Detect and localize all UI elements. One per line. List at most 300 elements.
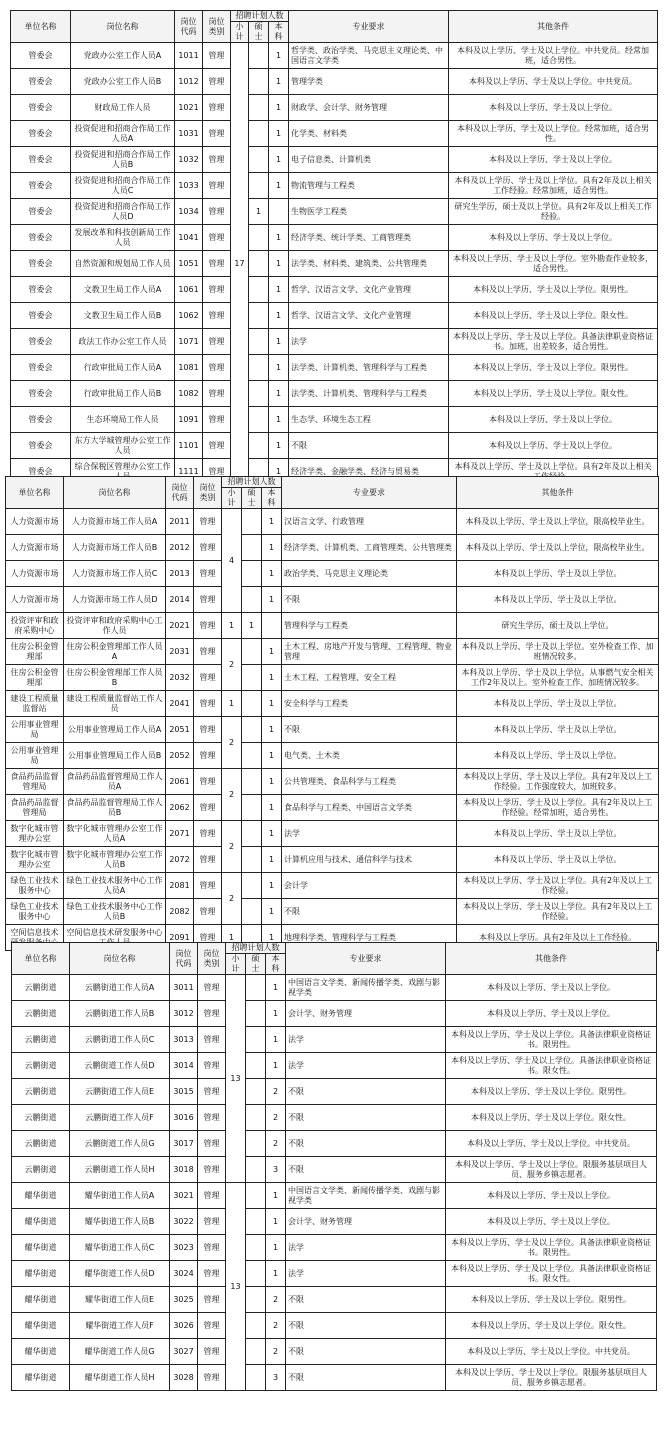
bachelor-cell: [269, 199, 289, 225]
table-body: [12, 975, 657, 1391]
master-cell: [242, 743, 262, 769]
unit-cell: 管委会: [11, 381, 71, 407]
other-cell: 本科及以上学历、学士及以上学位。限女性。: [446, 1313, 657, 1339]
bachelor-cell: 1: [269, 173, 289, 199]
code-cell: 3018: [170, 1157, 198, 1183]
unit-cell: 管委会: [11, 329, 71, 355]
code-cell: 2021: [166, 613, 194, 639]
other-cell: 本科及以上学历、学士及以上学位。限男性。: [446, 1287, 657, 1313]
other-cell: 本科及以上学历、学士及以上学位。中共党员。经常加班，适合男性。: [449, 43, 658, 69]
other-cell: 研究生学历，硕士及以上学位。具有2年及以上相关工作经验。: [449, 199, 658, 225]
unit-cell: 管委会: [11, 303, 71, 329]
code-cell: 3027: [170, 1339, 198, 1365]
master-cell: [246, 1027, 266, 1053]
unit-cell: 耀华街道: [12, 1313, 70, 1339]
major-cell: 法学: [286, 1235, 446, 1261]
header-plan: 招聘计划人数: [226, 943, 286, 954]
bachelor-cell: 1: [262, 769, 282, 795]
table-row: [11, 173, 658, 199]
code-cell: 2013: [166, 561, 194, 587]
unit-cell: 云鹏街道: [12, 1157, 70, 1183]
table-row: [12, 1001, 657, 1027]
other-cell: 本科及以上学历、学士及以上学位。: [449, 95, 658, 121]
major-cell: 法学: [286, 1027, 446, 1053]
major-cell: 安全科学与工程类: [282, 691, 457, 717]
table-row: [6, 743, 659, 769]
unit-cell: 云鹏街道: [12, 1131, 70, 1157]
bachelor-cell: 1: [269, 459, 289, 485]
bachelor-cell: 1: [266, 975, 286, 1001]
type-cell: 管理: [194, 691, 222, 717]
header-subtotal: 小计: [222, 488, 242, 509]
type-cell: 管理: [198, 975, 226, 1001]
subtotal-cell: 1: [222, 691, 242, 717]
table-row: [12, 1027, 657, 1053]
post-cell: 耀华街道工作人员B: [70, 1209, 170, 1235]
major-cell: 化学类、材料类: [289, 121, 449, 147]
unit-cell: 公用事业管理局: [6, 717, 64, 743]
table-row: [6, 613, 659, 639]
code-cell: 1011: [175, 43, 203, 69]
code-cell: 2071: [166, 821, 194, 847]
code-cell: 1081: [175, 355, 203, 381]
subtotal-cell: 2: [222, 639, 242, 691]
type-cell: 管理: [194, 717, 222, 743]
master-cell: [249, 303, 269, 329]
major-cell: 管理科学与工程类: [282, 613, 457, 639]
header-major: 专业要求: [282, 477, 457, 509]
type-cell: 管理: [194, 821, 222, 847]
table-row: [12, 1209, 657, 1235]
code-cell: 3014: [170, 1053, 198, 1079]
table-header: [11, 11, 658, 43]
bachelor-cell: 2: [266, 1339, 286, 1365]
unit-cell: 云鹏街道: [12, 975, 70, 1001]
post-cell: 耀华街道工作人员E: [70, 1287, 170, 1313]
other-cell: 本科及以上学历、学士及以上学位，限高校毕业生。: [457, 535, 659, 561]
major-cell: 不限: [289, 433, 449, 459]
major-cell: 法学: [282, 821, 457, 847]
bachelor-cell: 1: [266, 1001, 286, 1027]
bachelor-cell: 1: [269, 433, 289, 459]
table-row: [12, 1131, 657, 1157]
unit-cell: 人力资源市场: [6, 509, 64, 535]
post-cell: 住房公积金管理部工作人员A: [64, 639, 166, 665]
post-cell: 云鹏街道工作人员C: [70, 1027, 170, 1053]
type-cell: 管理: [198, 1209, 226, 1235]
type-cell: 管理: [194, 665, 222, 691]
code-cell: 2051: [166, 717, 194, 743]
code-cell: 2081: [166, 873, 194, 899]
bachelor-cell: 1: [269, 147, 289, 173]
post-cell: 耀华街道工作人员D: [70, 1261, 170, 1287]
bachelor-cell: 3: [266, 1365, 286, 1391]
code-cell: 3013: [170, 1027, 198, 1053]
other-cell: 本科及以上学历、学士及以上学位。: [457, 691, 659, 717]
major-cell: 经济学类、金融学类、经济与贸易类: [289, 459, 449, 485]
master-cell: [242, 899, 262, 925]
master-cell: [249, 277, 269, 303]
other-cell: 本科及以上学历、学士及以上学位。具有2年及以上相关: [449, 459, 658, 485]
unit-cell: 云鹏街道: [12, 1079, 70, 1105]
major-cell: 法学: [286, 1261, 446, 1287]
master-cell: [246, 1235, 266, 1261]
header-unit: 单位名称: [6, 477, 64, 509]
master-cell: [249, 355, 269, 381]
unit-cell: 数字化城市管理办公室: [6, 847, 64, 873]
bachelor-cell: 2: [266, 1131, 286, 1157]
header-post: 岗位名称: [71, 11, 175, 43]
table-row: [12, 1235, 657, 1261]
post-cell: 绿色工业技术服务中心工作人员A: [64, 873, 166, 899]
major-cell: 不限: [286, 1339, 446, 1365]
bachelor-cell: 1: [262, 873, 282, 899]
unit-cell: 管委会: [11, 95, 71, 121]
subtotal-cell: 2: [222, 821, 242, 873]
major-cell: 不限: [282, 587, 457, 613]
type-cell: 管理: [203, 303, 231, 329]
header-code: 岗位 代码: [166, 477, 194, 509]
code-cell: 2061: [166, 769, 194, 795]
major-cell: 法学: [289, 329, 449, 355]
major-cell: 地理科学类、管理科学与工程类: [282, 925, 457, 951]
post-cell: 投资促进和招商合作局工作人员D: [71, 199, 175, 225]
type-cell: 管理: [194, 873, 222, 899]
code-cell: 2052: [166, 743, 194, 769]
other-cell: 本科及以上学历、学士及以上学位。: [457, 587, 659, 613]
post-cell: 投资促进和招商合作局工作人员C: [71, 173, 175, 199]
major-cell: 土木工程、房地产开发与管理、工程管理、物业管理: [282, 639, 457, 665]
table-row: [12, 1053, 657, 1079]
bachelor-cell: 2: [266, 1079, 286, 1105]
table-row: [12, 1157, 657, 1183]
bachelor-cell: 3: [266, 1157, 286, 1183]
post-cell: 投资促进和招商合作局工作人员A: [71, 121, 175, 147]
master-cell: [242, 561, 262, 587]
unit-cell: 人力资源市场: [6, 561, 64, 587]
other-cell: 本科及以上学历、学士及以上学位。中共党员。: [446, 1339, 657, 1365]
table-row: [6, 665, 659, 691]
unit-cell: 投资评审和政府采购中心: [6, 613, 64, 639]
bachelor-cell: 2: [266, 1287, 286, 1313]
other-cell: 本科及以上学历、学士及以上学位。限男性。: [446, 1079, 657, 1105]
table-row: [12, 1365, 657, 1391]
subtotal-cell: 17: [231, 43, 249, 485]
post-cell: 人力资源市场工作人员A: [64, 509, 166, 535]
code-cell: 3028: [170, 1365, 198, 1391]
major-cell: 生态学、环境生态工程: [289, 407, 449, 433]
table-body: [11, 43, 658, 485]
master-cell: [246, 1261, 266, 1287]
type-cell: 管理: [203, 147, 231, 173]
recruitment-table-subdistricts: [11, 942, 657, 1391]
unit-cell: 管委会: [11, 173, 71, 199]
master-cell: [242, 639, 262, 665]
header-master: 硕士: [246, 954, 266, 975]
bachelor-cell: 1: [262, 847, 282, 873]
post-cell: 综合保税区管理办公室工作: [71, 459, 175, 485]
unit-cell: 耀华街道: [12, 1183, 70, 1209]
table-row: [11, 277, 658, 303]
master-cell: [242, 665, 262, 691]
code-cell: 3015: [170, 1079, 198, 1105]
master-cell: [246, 1183, 266, 1209]
table-row: [6, 717, 659, 743]
subtotal-cell: 13: [226, 1183, 246, 1391]
code-cell: 3016: [170, 1105, 198, 1131]
bachelor-cell: [262, 613, 282, 639]
subtotal-cell: 2: [222, 769, 242, 821]
table-row: [11, 433, 658, 459]
other-cell: 本科及以上学历、学士及以上学位。具备法律职业资格证书。限女性。: [446, 1261, 657, 1287]
type-cell: 管理: [203, 43, 231, 69]
other-cell: 本科及以上学历、学士及以上学位。具有2年及以上工作经验。经常加班，适合男性。: [457, 795, 659, 821]
header-master: 硕士: [242, 488, 262, 509]
header-type: 岗位 类别: [203, 11, 231, 43]
unit-cell: 耀华街道: [12, 1287, 70, 1313]
unit-cell: 管委会: [11, 69, 71, 95]
type-cell: 管理: [194, 899, 222, 925]
type-cell: 管理: [194, 561, 222, 587]
major-cell: 不限: [286, 1287, 446, 1313]
bachelor-cell: 1: [262, 717, 282, 743]
other-cell: 本科及以上学历、学士及以上学位。限女性。: [446, 1105, 657, 1131]
code-cell: 1051: [175, 251, 203, 277]
unit-cell: 耀华街道: [12, 1339, 70, 1365]
table-row: [6, 509, 659, 535]
major-cell: 法学类、计算机类、管理科学与工程类: [289, 355, 449, 381]
bachelor-cell: 1: [262, 925, 282, 951]
bachelor-cell: 1: [262, 743, 282, 769]
type-cell: 管理: [198, 1053, 226, 1079]
post-cell: 云鹏街道工作人员H: [70, 1157, 170, 1183]
type-cell: 管理: [198, 1079, 226, 1105]
major-cell: 哲学、汉语言文学、文化产业管理: [289, 277, 449, 303]
other-cell: 本科及以上学历、学士及以上学位。室外勘查作业较多，适合男性。: [449, 251, 658, 277]
unit-cell: 管委会: [11, 355, 71, 381]
type-cell: 管理: [203, 277, 231, 303]
bachelor-cell: 1: [262, 665, 282, 691]
master-cell: [249, 69, 269, 95]
unit-cell: 云鹏街道: [12, 1053, 70, 1079]
other-cell: 本科及以上学历、学士及以上学位。: [457, 561, 659, 587]
major-cell: 电气类、土木类: [282, 743, 457, 769]
other-cell: 本科及以上学历、学士及以上学位。具有2年及以上工作经验。: [457, 873, 659, 899]
master-cell: [249, 95, 269, 121]
code-cell: 1101: [175, 433, 203, 459]
post-cell: 耀华街道工作人员A: [70, 1183, 170, 1209]
code-cell: 1033: [175, 173, 203, 199]
code-cell: 2041: [166, 691, 194, 717]
type-cell: 管理: [198, 1001, 226, 1027]
table-row: [12, 1261, 657, 1287]
other-cell: 本科及以上学历、学士及以上学位。中共党员。: [446, 1131, 657, 1157]
table-row: [12, 1105, 657, 1131]
post-cell: 人力资源市场工作人员D: [64, 587, 166, 613]
bachelor-cell: 1: [266, 1235, 286, 1261]
major-cell: 经济学类、统计学类、工商管理类: [289, 225, 449, 251]
master-cell: [249, 433, 269, 459]
type-cell: 管理: [203, 95, 231, 121]
bachelor-cell: 1: [269, 251, 289, 277]
header-plan: 招聘计划人数: [222, 477, 282, 488]
table-row: [6, 691, 659, 717]
table-row: [12, 1183, 657, 1209]
type-cell: 管理: [198, 1261, 226, 1287]
major-cell: 经济学类、计算机类、工商管理类、公共管理类: [282, 535, 457, 561]
bachelor-cell: 1: [269, 329, 289, 355]
master-cell: [246, 1105, 266, 1131]
bachelor-cell: 1: [262, 639, 282, 665]
type-cell: 管理: [203, 251, 231, 277]
major-cell: 哲学、汉语言文学、文化产业管理: [289, 303, 449, 329]
table-row: [6, 899, 659, 925]
table-row: [6, 873, 659, 899]
table-row: [11, 199, 658, 225]
type-cell: 管理: [203, 407, 231, 433]
major-cell: 法学类、材料类、建筑类、公共管理类: [289, 251, 449, 277]
type-cell: 管理: [194, 509, 222, 535]
post-cell: 投资促进和招商合作局工作人员B: [71, 147, 175, 173]
bachelor-cell: 1: [262, 561, 282, 587]
type-cell: 管理: [203, 225, 231, 251]
bachelor-cell: 2: [266, 1105, 286, 1131]
header-post: 岗位名称: [64, 477, 166, 509]
type-cell: 管理: [198, 1105, 226, 1131]
post-cell: 生态环境局工作人员: [71, 407, 175, 433]
header-master: 硕士: [249, 22, 269, 43]
table-row: [11, 329, 658, 355]
master-cell: [242, 821, 262, 847]
unit-cell: 人力资源市场: [6, 587, 64, 613]
major-cell: 会计学、财务管理: [286, 1001, 446, 1027]
post-cell: 空间信息技术研发服务中心: [64, 925, 166, 951]
table-row: [11, 69, 658, 95]
bachelor-cell: 1: [266, 1027, 286, 1053]
unit-cell: 住房公积金管理部: [6, 665, 64, 691]
table-row: [12, 975, 657, 1001]
header-unit: 单位名称: [11, 11, 71, 43]
code-cell: 1111: [175, 459, 203, 485]
table-row: [6, 587, 659, 613]
code-cell: 1034: [175, 199, 203, 225]
table-row: [11, 121, 658, 147]
post-cell: 行政审批局工作人员B: [71, 381, 175, 407]
other-cell: 本科及以上学历。具有2年及以上工作经验。: [457, 925, 659, 951]
header-unit: 单位名称: [12, 943, 70, 975]
type-cell: 管理: [194, 847, 222, 873]
header-other: 其他条件: [446, 943, 657, 975]
master-cell: [242, 535, 262, 561]
unit-cell: 食品药品监督管理局: [6, 769, 64, 795]
master-cell: [242, 847, 262, 873]
major-cell: 土木工程、工程管理、安全工程: [282, 665, 457, 691]
master-cell: [246, 1365, 266, 1391]
subtotal-cell: 2: [222, 717, 242, 769]
post-cell: 住房公积金管理部工作人员B: [64, 665, 166, 691]
code-cell: 2014: [166, 587, 194, 613]
header-bachelor: 本科: [269, 22, 289, 43]
bachelor-cell: 1: [262, 535, 282, 561]
code-cell: 3026: [170, 1313, 198, 1339]
other-cell: 本科及以上学历、学士及以上学位。: [446, 1209, 657, 1235]
unit-cell: 管委会: [11, 277, 71, 303]
bachelor-cell: 2: [266, 1313, 286, 1339]
type-cell: 管理: [203, 173, 231, 199]
code-cell: 1041: [175, 225, 203, 251]
code-cell: 1021: [175, 95, 203, 121]
master-cell: [249, 147, 269, 173]
header-major: 专业要求: [289, 11, 449, 43]
code-cell: 1091: [175, 407, 203, 433]
major-cell: 中国语言文学类、新闻传播学类、戏剧与影视学类: [286, 1183, 446, 1209]
master-cell: [249, 43, 269, 69]
master-cell: 1: [249, 199, 269, 225]
master-cell: [246, 1131, 266, 1157]
type-cell: 管理: [198, 1287, 226, 1313]
post-cell: 建设工程质量监督站工作人员: [64, 691, 166, 717]
type-cell: 管理: [203, 381, 231, 407]
code-cell: 1071: [175, 329, 203, 355]
master-cell: [246, 1339, 266, 1365]
other-cell: 本科及以上学历、学士及以上学位。: [449, 433, 658, 459]
unit-cell: 耀华街道: [12, 1209, 70, 1235]
code-cell: 1062: [175, 303, 203, 329]
type-cell: 管理: [203, 199, 231, 225]
type-cell: 管理: [198, 1365, 226, 1391]
post-cell: 耀华街道工作人员H: [70, 1365, 170, 1391]
subtotal-cell: 1: [222, 925, 242, 951]
bachelor-cell: 1: [262, 821, 282, 847]
post-cell: 食品药品监督管理局工作人员A: [64, 769, 166, 795]
other-cell: 本科及以上学历、学士及以上学位。限女性。: [449, 381, 658, 407]
unit-cell: 公用事业管理局: [6, 743, 64, 769]
other-cell: 本科及以上学历、学士及以上学位。: [446, 1183, 657, 1209]
header-code: 岗位 代码: [170, 943, 198, 975]
code-cell: 1031: [175, 121, 203, 147]
subtotal-cell: 13: [226, 975, 246, 1183]
major-cell: 政治学类、马克思主义理论类: [282, 561, 457, 587]
header-subtotal: 小计: [226, 954, 246, 975]
code-cell: 1032: [175, 147, 203, 173]
type-cell: 管理: [203, 433, 231, 459]
master-cell: [242, 769, 262, 795]
unit-cell: 管委会: [11, 407, 71, 433]
unit-cell: 管委会: [11, 225, 71, 251]
unit-cell: 数字化城市管理办公室: [6, 821, 64, 847]
bachelor-cell: 1: [269, 43, 289, 69]
table-row: [6, 821, 659, 847]
unit-cell: 云鹏街道: [12, 1001, 70, 1027]
code-cell: 3012: [170, 1001, 198, 1027]
major-cell: 不限: [286, 1079, 446, 1105]
unit-cell: 耀华街道: [12, 1365, 70, 1391]
post-cell: 数字化城市管理办公室工作人员A: [64, 821, 166, 847]
major-cell: 会计学、财务管理: [286, 1209, 446, 1235]
type-cell: 管理: [198, 1131, 226, 1157]
type-cell: 管理: [198, 1235, 226, 1261]
type-cell: 管理: [203, 355, 231, 381]
other-cell: 本科及以上学历、学士及以上学位。限男性。: [449, 277, 658, 303]
unit-cell: 管委会: [11, 251, 71, 277]
major-cell: 法学: [286, 1053, 446, 1079]
unit-cell: 空间信息技术: [6, 925, 64, 951]
unit-cell: 绿色工业技术服务中心: [6, 873, 64, 899]
other-cell: 本科及以上学历、学士及以上学位。具备法律职业资格证书。限男性。: [446, 1235, 657, 1261]
post-cell: 云鹏街道工作人员A: [70, 975, 170, 1001]
other-cell: 本科及以上学历、学士及以上学位。: [457, 743, 659, 769]
code-cell: 3024: [170, 1261, 198, 1287]
